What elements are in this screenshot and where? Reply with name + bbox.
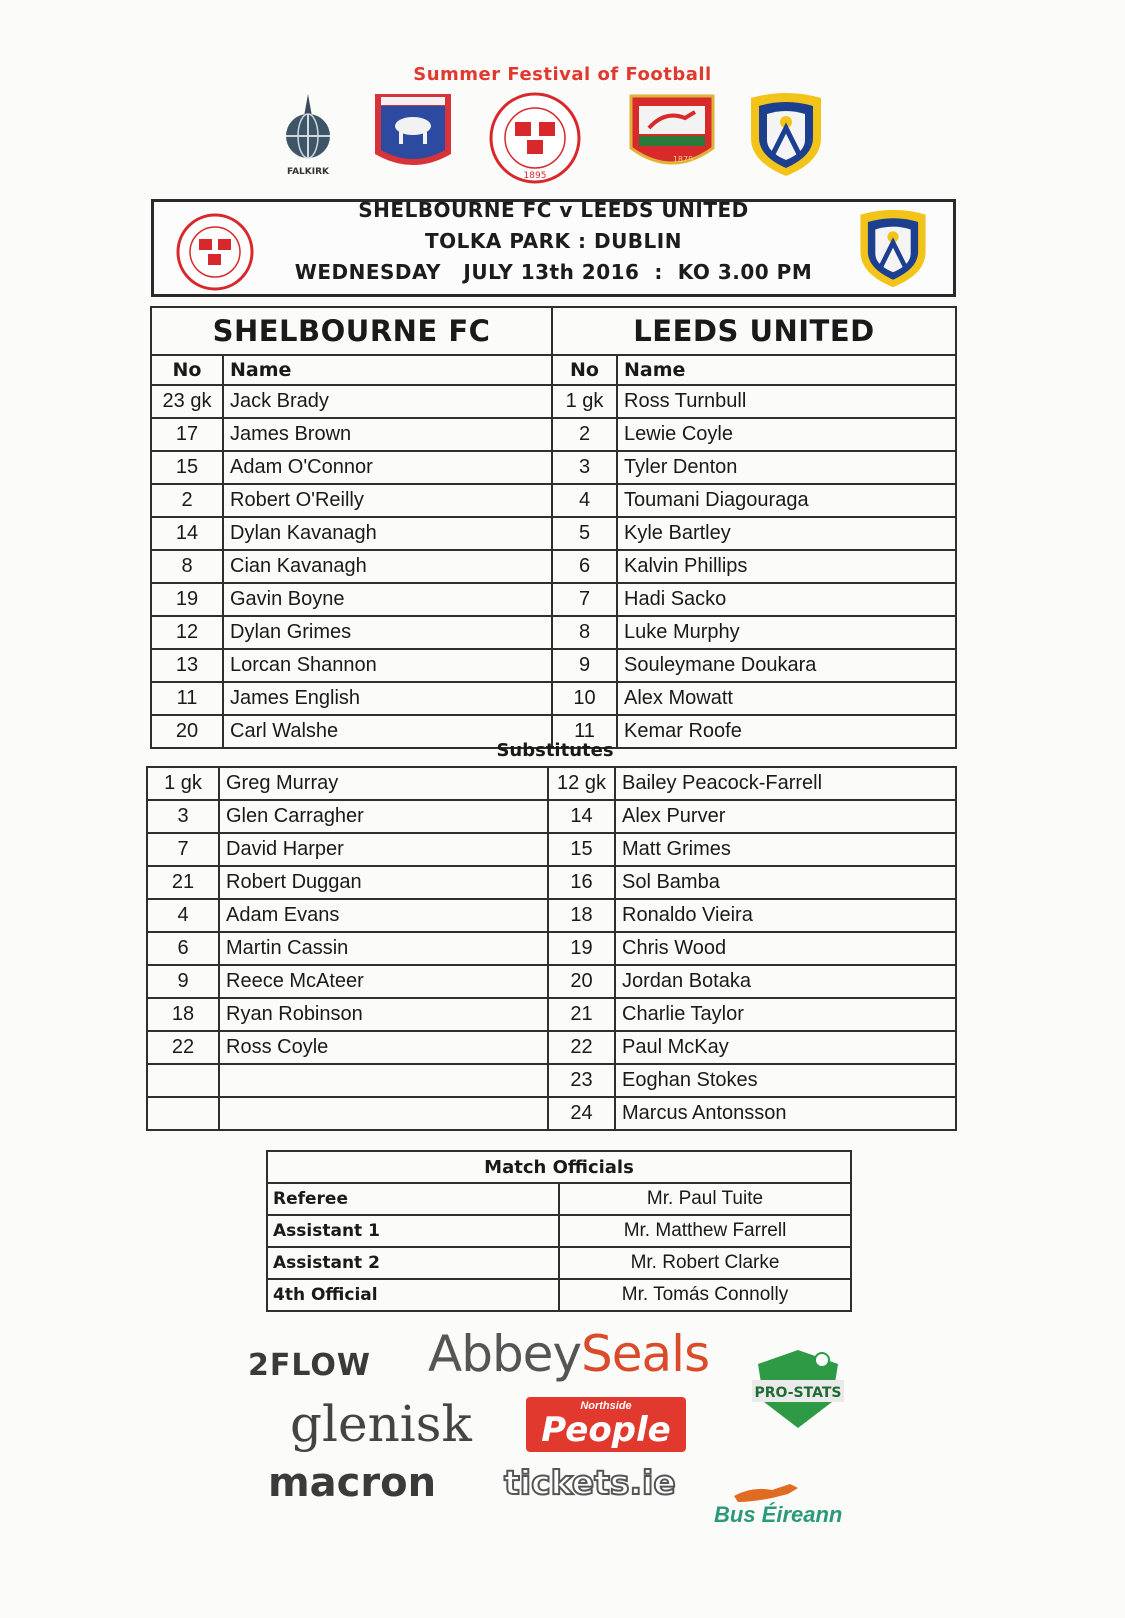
fixture-title: SHELBOURNE FC v LEEDS UNITED: [358, 198, 749, 222]
home-player-name: [219, 1064, 548, 1097]
official-role: Assistant 2: [267, 1247, 559, 1279]
substitute-row: [147, 833, 956, 866]
leeds-crest-small-icon: [853, 208, 933, 290]
venue-line: TOLKA PARK : DUBLIN: [425, 229, 682, 253]
home-player-number: 4: [147, 899, 219, 932]
substitutes-table: [146, 766, 957, 1131]
home-player-number: 6: [147, 932, 219, 965]
match-officials-table: [266, 1150, 852, 1312]
sponsor-macron-logo: macron: [268, 1460, 437, 1506]
away-player-number: 21: [548, 998, 615, 1031]
away-player-name: Eoghan Stokes: [615, 1064, 956, 1097]
home-player-number: 22: [147, 1031, 219, 1064]
away-player-name: Kalvin Phillips: [617, 550, 956, 583]
sponsor-bus-eireann-logo: [714, 1480, 842, 1528]
away-player-number: 19: [548, 932, 615, 965]
sponsor-glenisk-logo: glenisk: [290, 1395, 472, 1453]
away-team-name: LEEDS UNITED: [552, 307, 956, 355]
substitute-row: [147, 932, 956, 965]
falkirk-crest-icon: [272, 92, 344, 178]
official-role: Assistant 1: [267, 1215, 559, 1247]
home-player-name: Glen Carragher: [219, 800, 548, 833]
away-player-name: Alex Purver: [615, 800, 956, 833]
sponsor-prostats-text: PRO-STATS: [754, 1385, 842, 1401]
away-player-name: Charlie Taylor: [615, 998, 956, 1031]
falkirk-label: FALKIRK: [286, 167, 330, 177]
leeds-crest-icon: [743, 92, 829, 178]
away-player-name: Marcus Antonsson: [615, 1097, 956, 1130]
home-player-name: Martin Cassin: [219, 932, 548, 965]
away-player-number: 6: [552, 550, 617, 583]
home-player-name: Robert Duggan: [219, 866, 548, 899]
lineup-row: [151, 550, 956, 583]
home-player-name: Dylan Grimes: [223, 616, 552, 649]
starting-lineups-table: [150, 306, 957, 749]
home-player-name: Adam O'Connor: [223, 451, 552, 484]
away-player-name: Ronaldo Vieira: [615, 899, 956, 932]
official-row: [267, 1279, 851, 1311]
home-player-number: 1 gk: [147, 767, 219, 800]
official-row: [267, 1247, 851, 1279]
away-player-number: 7: [552, 583, 617, 616]
away-player-number: 16: [548, 866, 615, 899]
away-player-name: Sol Bamba: [615, 866, 956, 899]
home-player-number: [147, 1097, 219, 1130]
away-player-number: 12 gk: [548, 767, 615, 800]
home-player-number: 17: [151, 418, 223, 451]
officials-title: Match Officials: [267, 1151, 851, 1183]
substitute-row: [147, 800, 956, 833]
home-player-name: [219, 1097, 548, 1130]
home-player-name: Gavin Boyne: [223, 583, 552, 616]
home-team-name: SHELBOURNE FC: [151, 307, 552, 355]
away-player-name: Matt Grimes: [615, 833, 956, 866]
swindon-year-label: 1879: [672, 155, 694, 164]
home-player-number: 12: [151, 616, 223, 649]
home-player-number: 7: [147, 833, 219, 866]
substitutes-title: Substitutes: [496, 740, 614, 761]
lineup-row: [151, 649, 956, 682]
away-player-number: 24: [548, 1097, 615, 1130]
away-player-number: 11: [552, 715, 617, 748]
sponsor-abbeyseals-logo: [428, 1325, 709, 1383]
official-name: Mr. Robert Clarke: [559, 1247, 851, 1279]
away-player-number: 2: [552, 418, 617, 451]
home-player-number: 11: [151, 682, 223, 715]
away-player-name: Toumani Diagouraga: [617, 484, 956, 517]
away-player-name: Luke Murphy: [617, 616, 956, 649]
substitute-row: [147, 767, 956, 800]
official-row: [267, 1183, 851, 1215]
away-player-name: Bailey Peacock-Farrell: [615, 767, 956, 800]
home-player-number: 15: [151, 451, 223, 484]
lineup-row: [151, 583, 956, 616]
sponsor-abbey-text: Abbey: [428, 1325, 582, 1383]
home-player-name: Adam Evans: [219, 899, 548, 932]
home-col-no: No: [151, 355, 223, 385]
home-player-number: [147, 1064, 219, 1097]
home-player-name: David Harper: [219, 833, 548, 866]
home-player-name: James Brown: [223, 418, 552, 451]
substitute-row: [147, 866, 956, 899]
substitute-row: [147, 899, 956, 932]
ipswich-crest-icon: [373, 92, 453, 174]
home-player-name: James English: [223, 682, 552, 715]
home-player-number: 21: [147, 866, 219, 899]
away-player-name: Hadi Sacko: [617, 583, 956, 616]
home-player-name: Cian Kavanagh: [223, 550, 552, 583]
substitute-row: [147, 1064, 956, 1097]
date-kickoff-line: WEDNESDAY JULY 13th 2016 : KO 3.00 PM: [294, 260, 813, 284]
away-player-number: 3: [552, 451, 617, 484]
shelbourne-year-label: 1895: [523, 171, 547, 181]
lineup-row: [151, 484, 956, 517]
home-player-name: Ryan Robinson: [219, 998, 548, 1031]
sponsor-ticketsie-logo: tickets.ie: [504, 1463, 676, 1502]
away-player-name: Paul McKay: [615, 1031, 956, 1064]
away-player-number: 18: [548, 899, 615, 932]
away-player-number: 8: [552, 616, 617, 649]
away-player-number: 23: [548, 1064, 615, 1097]
away-player-name: Tyler Denton: [617, 451, 956, 484]
away-player-name: Kyle Bartley: [617, 517, 956, 550]
official-name: Mr. Tomás Connolly: [559, 1279, 851, 1311]
away-player-name: Lewie Coyle: [617, 418, 956, 451]
substitute-row: [147, 1031, 956, 1064]
home-player-name: Carl Walshe: [223, 715, 552, 748]
substitute-row: [147, 998, 956, 1031]
home-player-number: 18: [147, 998, 219, 1031]
substitute-row: [147, 965, 956, 998]
away-player-number: 9: [552, 649, 617, 682]
home-player-name: Dylan Kavanagh: [223, 517, 552, 550]
club-crests-row: [270, 92, 870, 184]
home-player-name: Lorcan Shannon: [223, 649, 552, 682]
home-player-name: Reece McAteer: [219, 965, 548, 998]
away-player-number: 1 gk: [552, 385, 617, 418]
away-player-name: Souleymane Doukara: [617, 649, 956, 682]
match-header: [151, 199, 956, 297]
home-player-number: 13: [151, 649, 223, 682]
sponsor-prostats-logo: [752, 1346, 844, 1437]
official-name: Mr. Paul Tuite: [559, 1183, 851, 1215]
official-role: 4th Official: [267, 1279, 559, 1311]
away-player-number: 14: [548, 800, 615, 833]
away-player-name: Chris Wood: [615, 932, 956, 965]
lineup-row: [151, 418, 956, 451]
away-player-name: Jordan Botaka: [615, 965, 956, 998]
home-player-number: 20: [151, 715, 223, 748]
home-player-number: 19: [151, 583, 223, 616]
away-player-name: Kemar Roofe: [617, 715, 956, 748]
away-col-no: No: [552, 355, 617, 385]
home-player-name: Robert O'Reilly: [223, 484, 552, 517]
away-player-number: 4: [552, 484, 617, 517]
home-player-number: 3: [147, 800, 219, 833]
sponsor-northside-people-logo: [526, 1397, 686, 1452]
lineup-row: [151, 517, 956, 550]
substitute-row: [147, 1097, 956, 1130]
away-player-name: Ross Turnbull: [617, 385, 956, 418]
sponsor-seals-text: Seals: [581, 1325, 710, 1383]
away-player-number: 10: [552, 682, 617, 715]
home-player-name: Ross Coyle: [219, 1031, 548, 1064]
home-player-name: Greg Murray: [219, 767, 548, 800]
home-col-name: Name: [223, 355, 552, 385]
official-row: [267, 1215, 851, 1247]
away-player-number: 22: [548, 1031, 615, 1064]
home-player-number: 23 gk: [151, 385, 223, 418]
away-col-name: Name: [617, 355, 956, 385]
shelbourne-crest-icon: [483, 92, 587, 184]
lineup-row: [151, 385, 956, 418]
swindon-crest-icon: [625, 92, 719, 178]
away-player-name: Alex Mowatt: [617, 682, 956, 715]
away-player-number: 15: [548, 833, 615, 866]
sponsor-people-top: Northside: [580, 1400, 632, 1412]
sponsor-bus-text: Bus Éireann: [714, 1502, 843, 1527]
lineup-row: [151, 451, 956, 484]
home-player-number: 9: [147, 965, 219, 998]
festival-title: Summer Festival of Football: [413, 64, 712, 85]
away-player-number: 20: [548, 965, 615, 998]
home-player-number: 8: [151, 550, 223, 583]
sponsor-people-main: People: [541, 1410, 671, 1450]
lineup-row: [151, 682, 956, 715]
official-name: Mr. Matthew Farrell: [559, 1215, 851, 1247]
home-player-name: Jack Brady: [223, 385, 552, 418]
home-player-number: 14: [151, 517, 223, 550]
away-player-number: 5: [552, 517, 617, 550]
sponsor-2flow-logo: [248, 1348, 371, 1383]
official-role: Referee: [267, 1183, 559, 1215]
lineup-row: [151, 616, 956, 649]
home-player-number: 2: [151, 484, 223, 517]
sponsor-2flow-text: 2FLOW: [248, 1348, 372, 1383]
